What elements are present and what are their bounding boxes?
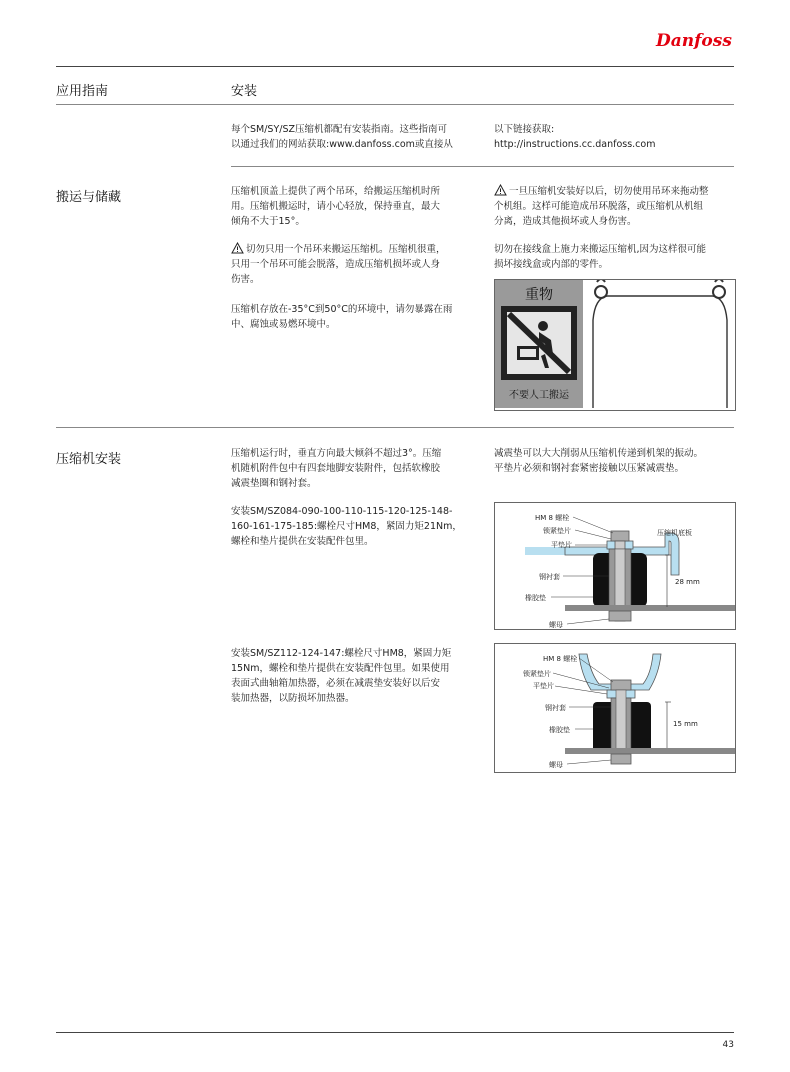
- svg-text:螺母: 螺母: [549, 761, 563, 769]
- handling-p1: 压缩机顶盖上提供了两个吊环，给搬运压缩机时所 用。压缩机搬运时，请小心轻放，保持垂直，最大 倾角不大于15°。: [231, 186, 441, 227]
- svg-text:锁紧垫片: 锁紧垫片: [523, 670, 551, 678]
- installation-heading: 压缩机安装: [56, 452, 122, 467]
- intro-col2: [494, 122, 655, 152]
- handling-p2: 切勿只用一个吊环来搬运压缩机。压缩机很重， 只用一个吊环可能会脱落，造成压缩机损坏或人身 伤害。: [231, 244, 446, 285]
- svg-text:压缩机底板: 压缩机底板: [657, 529, 692, 537]
- svg-text:钢衬套: 钢衬套: [545, 704, 566, 712]
- install-col2-p1: 减震垫可以大大削弱从压缩机传递到机架的振动。 平垫片必须和钢衬套紧密接触以压紧减震垫。: [494, 448, 704, 474]
- logo-text: Danfoss: [656, 31, 732, 51]
- svg-text:橡胶垫: 橡胶垫: [549, 726, 570, 734]
- danfoss-logo: [652, 28, 736, 54]
- compressor-lifting-rings: [587, 280, 733, 408]
- intro-line: 以通过我们的网站获取:www.danfoss.com或直接从: [231, 139, 453, 150]
- nut: [611, 754, 631, 764]
- handling-col2-p2: 切勿在接线盒上施力来搬运压缩机,因为这样很可能 损坏接线盒或内部的零件。: [494, 244, 707, 270]
- intro-line: 每个SM/SY/SZ压缩机都配有安装指南。这些指南可: [231, 124, 448, 135]
- bolt-head: [611, 680, 631, 690]
- svg-text:HM 8 螺栓: HM 8 螺栓: [543, 655, 578, 663]
- handling-rule: [56, 427, 734, 428]
- header-rule: [56, 66, 734, 67]
- header-bottom-rule: [56, 104, 734, 105]
- svg-text:平垫片: 平垫片: [533, 682, 554, 690]
- warning-icon: [494, 184, 507, 196]
- intro-col1: [231, 122, 453, 152]
- svg-text:锁紧垫片: 锁紧垫片: [543, 527, 571, 535]
- warning-icon: [231, 242, 244, 254]
- svg-text:平垫片: 平垫片: [551, 541, 572, 549]
- no-manual-lifting-icon: [501, 306, 577, 380]
- svg-text:28 mm: 28 mm: [675, 578, 700, 586]
- lifting-ring-right: [713, 280, 725, 298]
- intro-rule: [231, 166, 734, 167]
- install-p2: 安装SM/SZ084-090-100-110-115-120-125-148- 160-161-175-185:螺栓尺寸HM8，紧固力矩21Nm， 螺栓和垫片提供在安装配件包里。: [231, 506, 462, 547]
- nut: [609, 611, 631, 621]
- bolt-head: [611, 531, 629, 541]
- intro-line: 以下链接获取:: [494, 124, 555, 135]
- sign-top-text: 重物: [525, 287, 553, 303]
- svg-text:橡胶垫: 橡胶垫: [525, 594, 546, 602]
- handling-col2-p1: 一旦压缩机安装好以后，切勿使用吊环来拖动整 个机组。这样可能造成吊环脱落，或压缩机从机组 分离，造成其他损坏或人身伤害。: [494, 186, 709, 227]
- lifting-illustration: [494, 279, 736, 411]
- handling-heading: 搬运与储藏: [56, 190, 122, 205]
- svg-text:15 mm: 15 mm: [673, 720, 698, 728]
- page-number: 43: [722, 1040, 734, 1050]
- lifting-ring-left: [595, 280, 607, 298]
- sign-bottom-text: 不要人工搬运: [509, 390, 569, 401]
- install-p3: 安装SM/SZ112-124-147:螺栓尺寸HM8，紧固力矩 15Nm，螺栓和垫片提供在安装配件包里。如果使用 表面式曲轴箱加热器，必须在减震垫安装好以后安 装加热器，以防损坏加热器。: [231, 648, 452, 704]
- install-p1: 压缩机运行时，垂直方向最大倾斜不超过3°。压缩 机随机附件包中有四套地脚安装附件，包括软橡胶 减震垫圈和钢衬套。: [231, 448, 442, 489]
- instructions-link[interactable]: http://instructions.cc.danfoss.com: [494, 139, 656, 150]
- page-title: 安装: [231, 84, 258, 99]
- section-label: 应用指南: [56, 84, 109, 99]
- mounting-diagram-15mm: [494, 643, 736, 773]
- svg-text:HM 8 螺栓: HM 8 螺栓: [535, 514, 570, 522]
- handling-p3: 压缩机存放在-35°C到50°C的环境中，请勿暴露在雨 中、腐蚀或易燃环境中。: [231, 304, 453, 330]
- mounting-diagram-28mm: [494, 502, 736, 630]
- svg-text:螺母: 螺母: [549, 621, 563, 629]
- footer-rule: [56, 1032, 734, 1033]
- svg-text:钢衬套: 钢衬套: [539, 573, 560, 581]
